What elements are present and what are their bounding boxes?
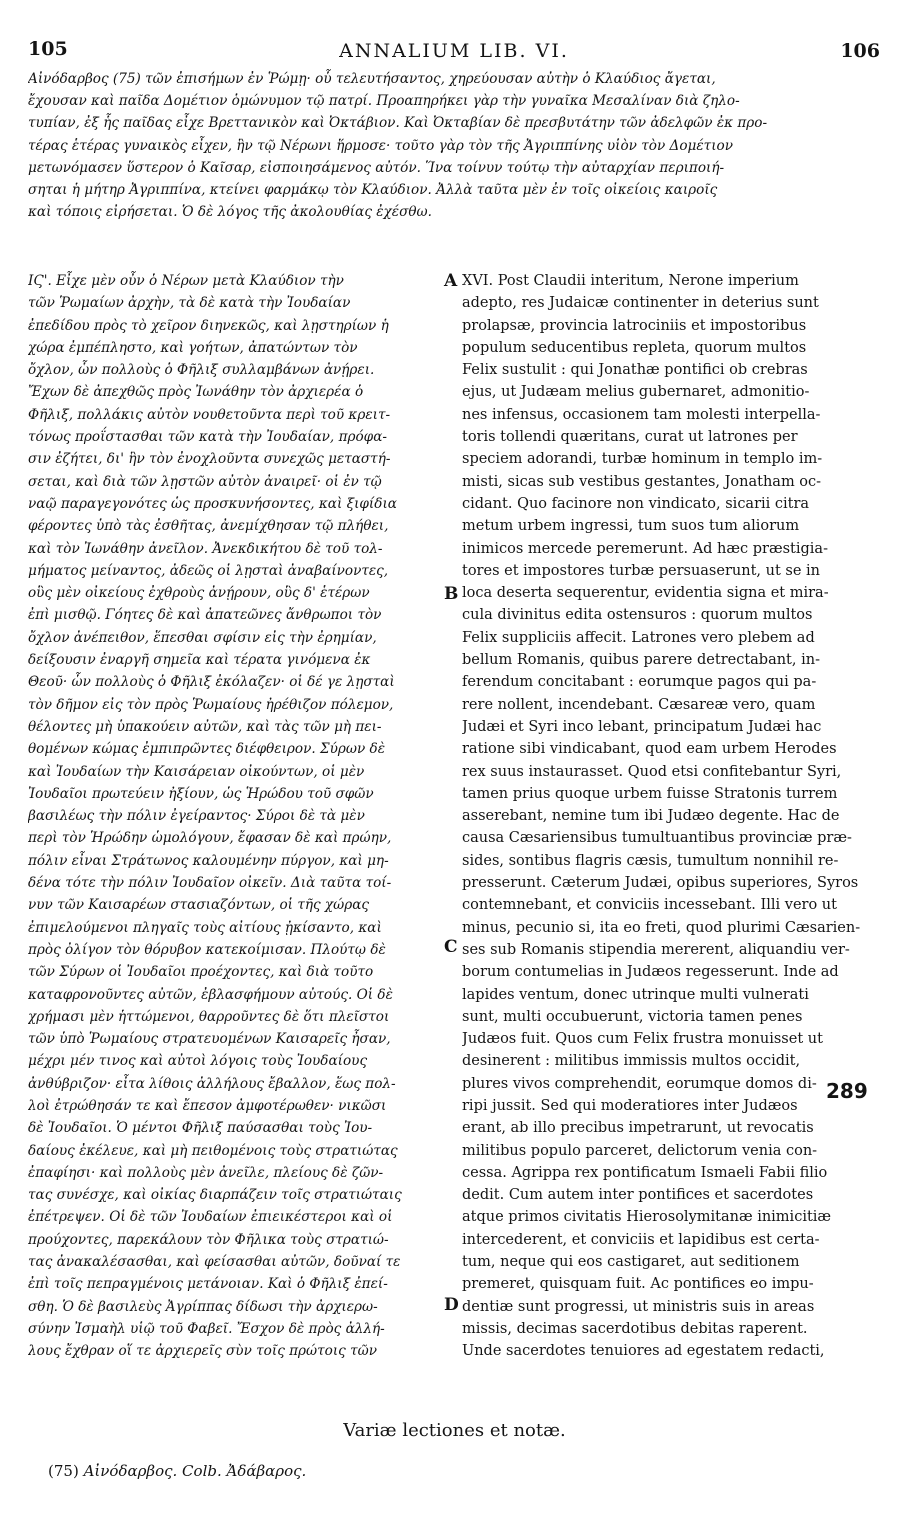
greek-line: χρήμασι μὲν ἡττώμενοι, θαρροῦντες δὲ ὅτι πλεῖστοι [28, 1008, 390, 1025]
greek-line: προύχοντες, παρεκάλουν τὸν Φῆλικα τοὺς στρατιώ- [28, 1231, 389, 1248]
page-number-left: 105 [28, 38, 68, 60]
intro-line: καὶ τόποις εἰρήσεται. Ὁ δὲ λόγος τῆς ἀκολουθίας ἐχέσθω. [28, 204, 432, 221]
latin-line: tum, neque qui eos castigaret, aut seditionem [462, 1254, 800, 1271]
latin-line: Felix sustulit : qui Jonathæ pontifici ob crebras [462, 362, 808, 379]
greek-line: λοὶ ἐτρώθησάν τε καὶ ἔπεσον ἀμφοτέρωθεν· νικῶσι [28, 1097, 387, 1114]
latin-line: metum urbem ingressi, tum suos tum aliorum [462, 518, 800, 535]
latin-line: contemnebant, et conviciis incessebant. Illi vero ut [462, 897, 837, 914]
latin-line: ripi jussit. Sed qui moderatiores inter Judæos [462, 1097, 798, 1114]
greek-line: ἐπὶ τοῖς πεπραγμένοις μετάνοιαν. Καὶ ὁ Φῆλιξ ἐπεί- [28, 1276, 388, 1293]
latin-line: atque primos civitatis Hierosolymitanæ inimicitiæ [462, 1209, 832, 1226]
latin-line: prolapsæ, provincia latrociniis et impostoribus [462, 317, 807, 334]
latin-line: loca deserta sequerentur, evidentia signa et mira- [462, 585, 829, 602]
latin-line: Judæos fuit. Quos cum Felix frustra monuisset ut [462, 1031, 823, 1048]
greek-column [28, 270, 440, 1363]
latin-line: Unde sacerdotes tenuiores ad egestatem redacti, [462, 1343, 825, 1360]
greek-line: τόνως προΐστασθαι τῶν κατὰ τὴν Ἰουδαίαν, πρόφα- [28, 429, 387, 446]
greek-line: ἀνθύβριζον· εἶτα λίθοις ἀλλήλους ἔβαλλον, ἕως πολ- [28, 1075, 396, 1092]
latin-line: tamen prius quoque urbem fuisse Stratonis turrem [462, 785, 838, 802]
footnote [48, 1462, 306, 1480]
intro-line: ἔχουσαν καὶ παῖδα Δομέτιον ὁμώνυμον τῷ πατρί. Προαπηρήκει γὰρ τὴν γυναῖκα Μεσαλίναν διὰ ζηλο- [28, 93, 740, 110]
latin-line: intercederent, et conviciis et lapidibus est certa- [462, 1231, 820, 1248]
latin-line: causa Cæsariensibus tumultuantibus provinciæ præ- [462, 830, 852, 847]
latin-line: sides, sontibus flagris cæsis, tumultum nonnihil re- [462, 852, 839, 869]
greek-line: τὸν δῆμον εἰς τὸν πρὸς Ῥωμαίους ἠρέθιζον πόλεμον, [28, 696, 394, 713]
greek-line: ὄχλον, ὧν πολλοὺς ὁ Φῆλιξ συλλαμβάνων ἀνῄρει. [28, 362, 375, 379]
greek-line: δένα τότε τὴν πόλιν Ἰουδαῖον οἰκεῖν. Διὰ ταῦτα τοί- [28, 875, 392, 892]
latin-line: bellum Romanis, quibus parere detrectabant, in- [462, 652, 820, 669]
greek-line: θομένων κώμας ἐμπιπρῶντες διέφθειρον. Σύρων δὲ [28, 741, 386, 758]
intro-line: σηται ἡ μήτηρ Ἀγριππίνα, κτείνει φαρμάκῳ τὸν Κλαύδιον. Ἀλλὰ ταῦτα μὲν ἐν τοῖς οἰκείοις καιροῖς [28, 182, 718, 199]
greek-line: ἐπὶ μισθῷ. Γόητες δὲ καὶ ἀπατεῶνες ἄνθρωποι τὸν [28, 607, 382, 624]
intro-line: τυπίαν, ἐξ ἧς παῖδας εἶχε Βρεττανικὸν καὶ Ὀκτάβιον. Καὶ Ὀκταβίαν δὲ πρεσβυτάτην τῶν ἀδελφῶν ἐκ προ- [28, 115, 768, 132]
greek-line: τας συνέσχε, καὶ οἰκίας διαρπάζειν τοῖς στρατιώταις [28, 1187, 402, 1204]
latin-line: inimicos mercede peremerunt. Ad hæc præstigia- [462, 540, 828, 557]
greek-line: τῶν Σύρων οἱ Ἰουδαῖοι προέχοντες, καὶ διὰ τοῦτο [28, 964, 374, 981]
folio-number: 289 [826, 1079, 868, 1103]
greek-line: δὲ Ἰουδαῖοι. Ὁ μέντοι Φῆλιξ παύσασθαι τοὺς Ἰου- [28, 1120, 373, 1137]
latin-line: missis, decimas sacerdotibus debitas raperent. [462, 1320, 808, 1337]
greek-line: ἐπαφίησι· καὶ πολλοὺς μὲν ἀνεῖλε, πλείους δὲ ζῶν- [28, 1164, 384, 1181]
latin-line: minus, pecunio si, ita eo freti, quod plurimi Cæsarien- [462, 919, 861, 936]
latin-line: speciem adorandi, turbæ hominum in templo im- [462, 451, 823, 468]
greek-line: σιν ἐζήτει, δι' ἣν τὸν ἐνοχλοῦντα συνεχῶς μεταστή- [28, 451, 391, 468]
latin-line: erant, ab illo precibus impetrarunt, ut revocatis [462, 1120, 814, 1137]
greek-line: μήματος μείναντος, ἀδεῶς οἱ λῃσταὶ ἀναβαίνοντες, [28, 562, 389, 579]
running-title: ANNALIUM LIB. VI. [339, 40, 569, 62]
latin-line: lapides ventum, donec utrinque multi vulnerati [462, 986, 809, 1003]
latin-line: adepto, res Judaicæ continenter in deterius sunt [462, 295, 819, 312]
footnote-ref: (75) [48, 1462, 79, 1480]
intro-paragraph [28, 68, 880, 223]
greek-line: σύνην Ἰσμαὴλ υἱῷ τοῦ Φαβεῖ. Ἔσχον δὲ πρὸς ἀλλή- [28, 1320, 385, 1337]
greek-line: ὄχλον ἀνέπειθον, ἕπεσθαι σφίσιν εἰς τὴν ἐρημίαν, [28, 629, 377, 646]
latin-line: cessa. Agrippa rex pontificatum Ismaeli Fabii filio [462, 1164, 828, 1181]
greek-line: βασιλέως τὴν πόλιν ἐγείραντος· Σύροι δὲ τὰ μὲν [28, 808, 365, 825]
greek-line: Ἰουδαῖοι πρωτεύειν ἠξίουν, ὡς Ἡρώδου τοῦ σφῶν [28, 785, 374, 802]
greek-line: περὶ τὸν Ἡρώδην ὡμολόγουν, ἔφασαν δὲ καὶ πρώην, [28, 830, 392, 847]
latin-line: premeret, quisquam fuit. Ac pontifices eo impu- [462, 1276, 814, 1293]
greek-line: τας ἀνακαλέσασθαι, καὶ φείσασθαι αὐτῶν, δοῦναί τε [28, 1254, 401, 1271]
latin-line: desinerent : militibus immissis multos occidit, [462, 1053, 801, 1070]
section-marker-b: B [444, 584, 459, 604]
greek-line: μέχρι μέν τινος καὶ αὐτοὶ λόγοις τοὺς Ἰουδαίους [28, 1053, 368, 1070]
latin-line: cidant. Quo facinore non vindicato, sicarii citra [462, 495, 810, 512]
greek-line: τῶν ὑπὸ Ῥωμαίους στρατευομένων Καισαρεῖς ἦσαν, [28, 1031, 391, 1048]
greek-line: Φῆλιξ, πολλάκις αὐτὸν νουθετοῦντα περὶ τοῦ κρειτ- [28, 406, 391, 423]
greek-line: θέλοντες μὴ ὑπακούειν αὐτῶν, καὶ τὰς τῶν μὴ πει- [28, 718, 382, 735]
latin-line: dedit. Cum autem inter pontifices et sacerdotes [462, 1187, 814, 1204]
greek-line: δείξουσιν ἐναργῆ σημεῖα καὶ τέρατα γινόμενα ἐκ [28, 652, 371, 669]
latin-line: Felix suppliciis affecit. Latrones vero plebem ad [462, 629, 815, 646]
footnote-text: Αἰνόδαρβος. Colb. Ἀδάβαρος. [83, 1462, 307, 1480]
latin-line: cula divinitus edita ostensuros : quorum multos [462, 607, 813, 624]
greek-line: καὶ Ἰουδαίων τὴν Καισάρειαν οἰκούντων, οἱ μὲν [28, 763, 365, 780]
intro-line: μετωνόμασεν ὕστερον ὁ Καῖσαρ, εἰσποιησάμενος αὐτόν. Ἵνα τοίνυν τούτῳ τὴν αὐταρχίαν περιποιή- [28, 159, 725, 176]
latin-line: tores et impostores turbæ persuaserunt, ut se in [462, 562, 820, 579]
latin-line: borum contumelias in Judæos regesserunt. Inde ad [462, 964, 839, 981]
intro-line: τέρας ἑτέρας γυναικὸς εἶχεν, ἣν τῷ Νέρωνι ἥρμοσε· τοῦτο γὰρ τὸν τῆς Ἀγριππίνης υἱὸν τὸν Δομέτιον [28, 137, 733, 154]
greek-line: Θεοῦ· ὧν πολλοὺς ὁ Φῆλιξ ἐκόλαζεν· οἱ δέ γε λῃσταὶ [28, 674, 395, 691]
latin-line: XVI. Post Claudii interitum, Nerone imperium [462, 273, 799, 289]
latin-line: Judæi et Syri inco lebant, principatum Judæi hac [462, 718, 822, 735]
greek-line: Ἔχων δὲ ἀπεχθῶς πρὸς Ἰωνάθην τὸν ἀρχιερέα ὁ [28, 384, 364, 401]
intro-line: Αἰνόδαρβος (75) τῶν ἐπισήμων ἐν Ῥώμῃ· οὗ τελευτήσαντος, χηρεύουσαν αὐτὴν ὁ Κλαύδιος ἄγεται, [28, 71, 716, 87]
latin-line: rere nollent, incendebant. Cæsareæ vero, quam [462, 696, 816, 713]
latin-line: ferendum concitabant : eorumque pagos qui pa- [462, 674, 817, 691]
greek-line: πόλιν εἶναι Στράτωνος καλουμένην πύργον, καὶ μη- [28, 852, 389, 869]
section-marker-a: A [444, 271, 458, 291]
greek-line: λους ἔχθραν οἵ τε ἀρχιερεῖς σὺν τοῖς πρώτοις τῶν [28, 1343, 377, 1360]
latin-line: ses sub Romanis stipendia mererent, aliquandiu ver- [462, 941, 850, 958]
section-marker-c: C [444, 937, 458, 957]
latin-line: sunt, multi occubuerunt, victoria tamen penes [462, 1008, 803, 1025]
latin-line: toris tollendi quæritans, curat ut latrones per [462, 429, 798, 446]
page-header [28, 38, 880, 66]
greek-line: τῶν Ῥωμαίων ἀρχὴν, τὰ δὲ κατὰ τὴν Ἰουδαίαν [28, 295, 351, 312]
latin-line: ejus, ut Judæam melius gubernaret, admonitio- [462, 384, 810, 401]
greek-line: ἐπέτρεψεν. Οἱ δὲ τῶν Ἰουδαίων ἐπιεικέστεροι καὶ οἱ [28, 1209, 393, 1226]
latin-column [462, 270, 880, 1363]
latin-line: rex suus instaurasset. Quod etsi confitebantur Syri, [462, 763, 842, 780]
greek-line: νυν τῶν Καισαρέων στασιαζόντων, οἱ τῆς χώρας [28, 897, 370, 914]
notes-heading: Variæ lectiones et notæ. [343, 1420, 566, 1441]
latin-line: militibus populo parceret, delictorum venia con- [462, 1142, 818, 1159]
greek-line: ἐπεδίδου πρὸς τὸ χεῖρον διηνεκῶς, καὶ λῃστηρίων ἡ [28, 317, 389, 334]
greek-line: ΙϚ'. Εἶχε μὲν οὖν ὁ Νέρων μετὰ Κλαύδιον τὴν [28, 273, 344, 289]
greek-line: ἐπιμελούμενοι πληγαῖς τοὺς αἰτίους ᾐκίσαντο, καὶ [28, 919, 382, 936]
greek-line: δαίους ἐκέλευε, καὶ μὴ πειθομένοις τοὺς στρατιώτας [28, 1142, 398, 1159]
page-number-right: 106 [840, 40, 880, 62]
latin-line: ratione sibi vindicabant, quod eam urbem Herodes [462, 741, 837, 758]
greek-line: ναῷ παραγεγονότες ὡς προσκυνήσοντες, καὶ ξιφίδια [28, 495, 397, 512]
greek-line: σεται, καὶ διὰ τῶν λῃστῶν αὐτὸν ἀναιρεῖ· οἱ ἐν τῷ [28, 473, 382, 490]
greek-line: πρὸς ὀλίγον τὸν θόρυβον κατεκοίμισαν. Πλούτῳ δὲ [28, 941, 386, 958]
greek-line: σθη. Ὁ δὲ βασιλεὺς Ἀγρίππας δίδωσι τὴν ἀρχιερω- [28, 1298, 378, 1315]
latin-line: nes infensus, occasionem tam molesti interpella- [462, 406, 821, 423]
latin-line: misti, sicas sub vestibus gestantes, Jonatham oc- [462, 473, 822, 490]
greek-line: χώρα ἐμπέπληστο, καὶ γοήτων, ἀπατώντων τὸν [28, 339, 358, 356]
latin-line: asserebant, nemine tum ibi Judæo degente. Hac de [462, 808, 840, 825]
greek-line: καὶ τὸν Ἰωνάθην ἀνεῖλον. Ἀνεκδικήτου δὲ τοῦ τολ- [28, 540, 383, 557]
latin-line: plures vivos comprehendit, eorumque domos di- [462, 1075, 817, 1092]
greek-line: οὓς μὲν οἰκείους ἐχθροὺς ἀνῄρουν, οὓς δ' ἑτέρων [28, 585, 370, 602]
greek-line: καταφρονοῦντες αὐτῶν, ἐβλασφήμουν αὐτούς. Οἱ δὲ [28, 986, 393, 1003]
latin-line: dentiæ sunt progressi, ut ministris suis in areas [462, 1298, 815, 1315]
greek-line: φέροντες ὑπὸ τὰς ἐσθῆτας, ἀνεμίχθησαν τῷ πλήθει, [28, 518, 389, 535]
latin-line: populum seducentibus repleta, quorum multos [462, 339, 807, 356]
latin-line: presserunt. Cæterum Judæi, opibus superiores, Syros [462, 875, 859, 892]
section-marker-d: D [444, 1295, 459, 1315]
